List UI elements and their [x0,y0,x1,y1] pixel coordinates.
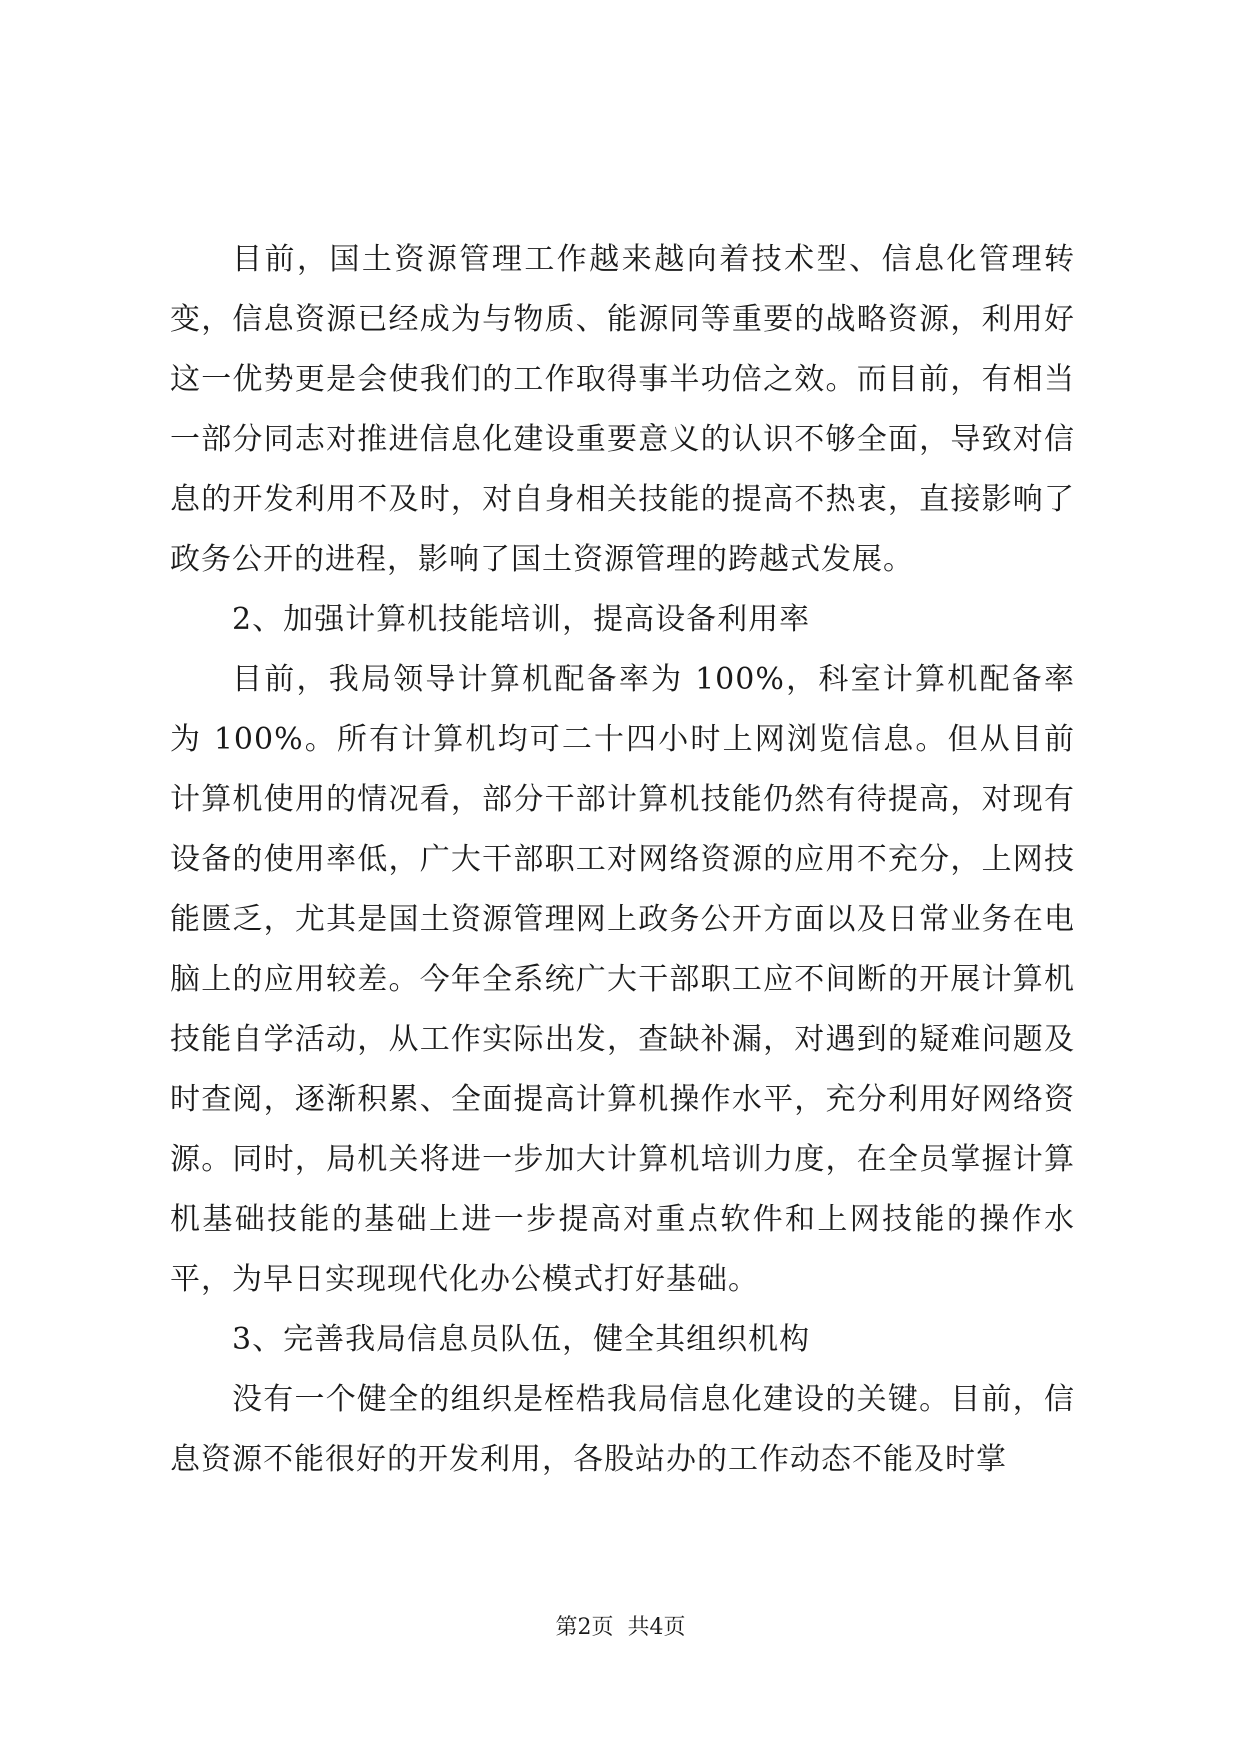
paragraph-organization: 没有一个健全的组织是桎梏我局信息化建设的关键。目前，信息资源不能很好的开发利用，各股站办的工作动态不能及时掌 [170,1382,1075,1477]
document-body [170,230,1075,1490]
footer-page-suffix: 页 [663,1615,686,1640]
paragraph-computer-training: 目前，我局领导计算机配备率为 100%，科室计算机配备率为 100%。所有计算机均可二十四小时上网浏览信息。但从目前计算机使用的情况看，部分干部计算机技能仍然有待提高，对现有设备的使用率低，广大干部职工对网络资源的应用不充分，上网技能匮乏，尤其是国土资源管理网上政务公开方面以及日常业务在电脑上的应用较差。今年全系统广大干部职工应不间断的开展计算机技能自学活动，从工作实际出发，查缺补漏，对遇到的疑难问题及时查阅，逐渐积累、全面提高计算机操作水平，充分利用好网络资源。同时，局机关将进一步加大计算机培训力度，在全员掌握计算机基础技能的基础上进一步提高对重点软件和上网技能的操作水平，为早日实现现代化办公模式打好基础。 [170,662,1075,1297]
footer-page-mid: 页 共 [591,1615,650,1640]
section-heading-3: 3、完善我局信息员队伍，健全其组织机构 [232,1322,811,1357]
page-footer [0,1613,1241,1643]
footer-total-pages: 4 [649,1615,664,1640]
section-heading-2: 2、加强计算机技能培训，提高设备利用率 [232,602,811,637]
paragraph-intro: 目前，国土资源管理工作越来越向着技术型、信息化管理转变，信息资源已经成为与物质、能源同等重要的战略资源，利用好这一优势更是会使我们的工作取得事半功倍之效。而目前，有相当一部分同志对推进信息化建设重要意义的认识不够全面，导致对信息的开发利用不及时，对自身相关技能的提高不热衷，直接影响了政务公开的进程，影响了国土资源管理的跨越式发展。 [170,242,1075,577]
footer-page-number: 2 [577,1615,592,1640]
footer-page-prefix: 第 [555,1615,578,1640]
